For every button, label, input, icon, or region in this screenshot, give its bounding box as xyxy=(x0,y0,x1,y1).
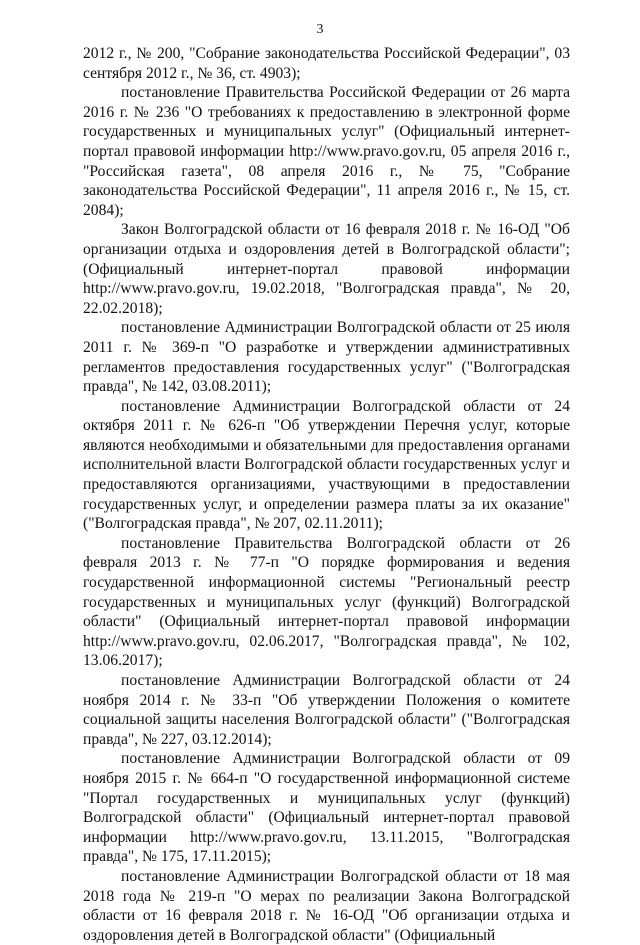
paragraph-law-16-od: Закон Волгоградской области от 16 февраля 2018 г. № 16-ОД "Об организации отдыха и оздоровления детей в Волгоградской области"; (Официальный интернет-портал правовой информации http://www.pravo.gov.ru, 19.02.2018, "Волгоградская правда", № 20, 22.02.2018); xyxy=(83,221,570,317)
paragraph-continuation: 2012 г., № 200, "Собрание законодательства Российской Федерации", 03 сентября 2012 г., № 36, ст. 4903); xyxy=(83,45,570,82)
document-body xyxy=(83,44,570,945)
paragraph-decree-33-p: постановление Администрации Волгоградской области от 24 ноября 2014 г. № 33-п "Об утверждении Положения о комитете социальной защиты населения Волгоградской области" ("Волгоградская правда", № 227, 03.12.2014); xyxy=(83,672,570,748)
paragraph-decree-626-p: постановление Администрации Волгоградской области от 24 октября 2011 г. № 626-п "Об утверждении Перечня услуг, которые являются необходимыми и обязательными для предоставления органами исполнительной власти Волгоградской области государственных услуг и предоставляются организациями, участвующими в предоставлении государственных услуг, и определении размера платы за их оказание" ("Волгоградская правда", № 207, 02.11.2011); xyxy=(83,397,570,533)
paragraph-decree-369-p: постановление Администрации Волгоградской области от 25 июля 2011 г. № 369-п "О разработке и утверждении административных регламентов предоставления государственных услуг" ("Волгоградская правда", № 142, 03.08.2011); xyxy=(83,319,570,396)
paragraph-decree-77-p: постановление Правительства Волгоградской области от 26 февраля 2013 г. № 77-п "О порядке формирования и ведения государственной информационной системы "Региональный реестр государственных и муниципальных услуг (функций) Волгоградской области" (Официальный интернет-портал правовой информации http://www.pravo.gov.ru, 02.06.2017, "Волгоградская правда", № 102, 13.06.2017); xyxy=(83,534,570,670)
paragraph-decree-664-p: постановление Администрации Волгоградской области от 09 ноября 2015 г. № 664-п "О государственной информационной системе "Портал государственных и муниципальных услуг (функций) Волгоградской области" (Официальный интернет-портал правовой информации http://www.pravo.gov.ru, 13.11.2015, "Волгоградская правда", № 175, 17.11.2015); xyxy=(83,750,570,866)
page-number: 3 xyxy=(316,22,324,37)
paragraph-decree-236: постановление Правительства Российской Федерации от 26 марта 2016 г. № 236 "О требованиях к предоставлению в электронной форме государственных и муниципальных услуг" (Официальный интернет-портал правовой информации http://www.pravo.gov.ru, 05 апреля 2016 г., "Российская газета", 08 апреля 2016 г., № 75, "Собрание законодательства Российской Федерации", 11 апреля 2016 г., № 15, ст. 2084); xyxy=(83,84,570,219)
paragraph-decree-219-p: постановление Администрации Волгоградской области от 18 мая 2018 года № 219-п "О мерах по реализации Закона Волгоградской области от 16 февраля 2018 г. № 16-ОД "Об организации отдыха и оздоровления детей в Волгоградской области" (Официальный xyxy=(83,867,570,944)
